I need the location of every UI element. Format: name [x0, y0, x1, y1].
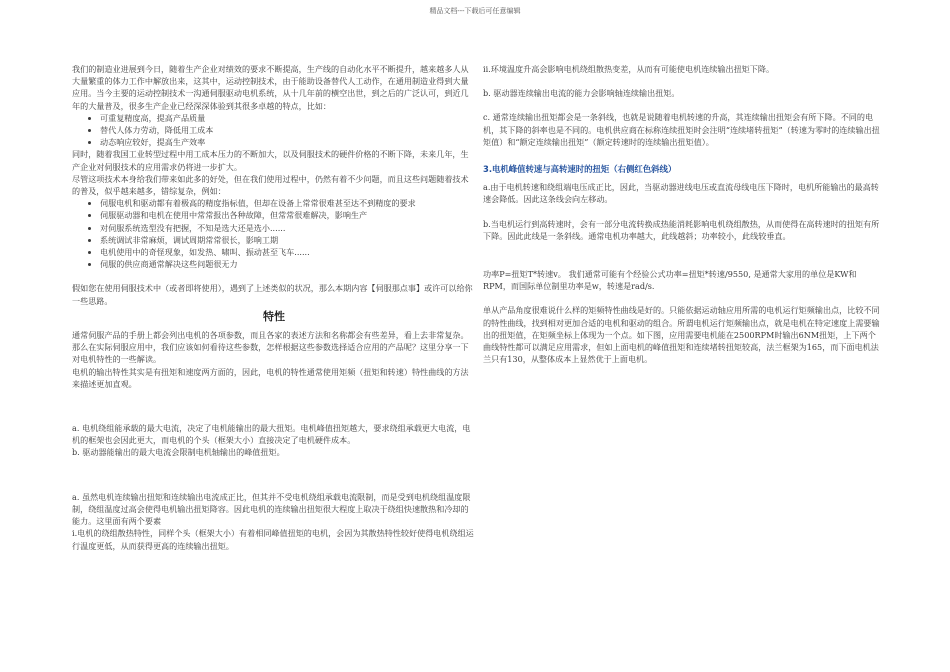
paragraph: 电机的输出特性其实是有扭矩和速度两方面的，因此，电机的特性通常使用矩频（扭矩和转速）特性曲线的方法来描述更加直观。 — [72, 366, 469, 389]
paragraph: c. 通常连续输出扭矩都会是一条斜线，也就是说随着电机转速的升高，其连续输出扭矩会有所下降。不同的电机，其下降的斜率也是不同的。电机供应商在标称连续扭矩时会注明“连续堵转扭矩”（转速为零时的连续输出扭矩值）和“额定连续输出扭矩”（额定转速时的连续输出扭矩值）。 — [483, 112, 880, 147]
formula-paragraph: 功率P=扭矩T*转速v。 我们通常可能有个经验公式功率=扭矩*转速/9550, 是通常大家用的单位是KW和RPM，而国际单位制里功率是w，转速是rad/s. — [483, 269, 857, 292]
section-heading: 3.电机峰值转速与高转速时的扭矩（右侧红色斜线） — [483, 164, 677, 175]
paragraph: b.当电机运行到高转速时，会有一部分电流转换成热能消耗影响电机绕组散热，从而使得在高转速时的扭矩有所下降。因此此线是一条斜线。通常电机功率越大，此线越斜；功率较小，此线较垂直。 — [483, 218, 880, 241]
paragraph: 通常伺服产品的手册上都会列出电机的各项参数，而且各家的表述方法和名称都会有些差异，看上去非常复杂。那么在实际伺服应用中，我们应该如何看待这些参数，怎样根据这些参数选择适合应用的产品呢？这里分享一下对电机特性的一些解读。 — [72, 330, 469, 365]
list-item: • 替代人体力劳动，降低用工成本 — [100, 124, 476, 136]
paragraph: 尽管这项技术本身给我们带来如此多的好处，但在我们使用过程中，仍然有着不少问题，而且这些问题随着技术的普及，似乎越来越多，错综复杂，例如： — [72, 173, 469, 197]
paragraph: 同时，随着我国工业转型过程中用工成本压力的不断加大，以及伺服技术的硬件价格的不断下降，未来几年，生产企业对伺服技术的应用需求仍将进一步扩大。 — [72, 149, 469, 172]
list-item: • 对伺服系统选型没有把握，不知是选大还是选小...... — [100, 222, 476, 234]
paragraph: i.电机的绕组散热特性，同样个头（框架大小）有着相同峰值扭矩的电机，会因为其散热特性较好使得电机绕组运行温度更低，从而获得更高的连续输出扭矩。 — [72, 528, 474, 551]
list-item: • 电机使用中的奇怪现象，如发热、啸叫、振动甚至飞车...... — [100, 246, 476, 258]
left-column — [72, 63, 476, 552]
intro-paragraph: 我们的制造业进展到今日，随着生产企业对绩效的要求不断提高，生产线的自动化水平不断提升，越来越多人从大量繁重的体力工作中解放出来，这其中，运动控制技术，由于能助设备替代人工动作，在通用制造业得到大量应用。当今主要的运动控制技术一沟通伺服驱动电机系统，从十几年前的横空出世，到之后的广泛认可，到近几年的大量普及，很多生产企业已经深深体验到其很多卓越的特点，比如： — [72, 64, 469, 111]
right-column — [483, 63, 883, 365]
paragraph: ii.环境温度升高会影响电机绕组散热变差，从而有可能使电机连续输出扭矩下降。 — [483, 64, 775, 74]
list-item: • 动态响应较好，提高生产效率 — [100, 136, 476, 148]
paragraph: b. 驱动器能输出的最大电流会限制电机轴输出的峰值扭矩。 — [72, 447, 285, 458]
paragraph: 假如您在使用伺服技术中（或者即将使用），遇到了上述类似的状况，那么本期内容【伺服那点事】或许可以给你一些思路。 — [72, 283, 473, 306]
paragraph: a.由于电机转速和绕组端电压成正比，因此，当驱动器进线电压或直流母线电压下降时，电机所能输出的最高转速会降低。因此这条线会向左移动。 — [483, 182, 879, 205]
list-item: • 系统调试非常麻烦，调试周期常常很长，影响工期 — [100, 234, 476, 246]
list-item: • 可重复精度高，提高产品质量 — [100, 112, 476, 124]
list-item: • 伺服的供应商通常解决这些问题很无力 — [100, 258, 476, 270]
paragraph: a. 虽然电机连续输出扭矩和连续输出电流成正比，但其并不受电机绕组承载电流限制，而是受到电机绕组温度限制，绕组温度过高会使得电机输出扭矩降容。因此电机的连续输出扭矩很大程度上取决于绕组快速散热和冷却的能力。这里面有两个要素 — [72, 491, 471, 527]
section-title: 特性 — [263, 309, 285, 323]
list-item: • 伺服驱动器和电机在使用中常常报出各种故障，但常常很难解决，影响生产 — [100, 209, 476, 221]
page-header: 精品文档---下载后可任意编辑 — [429, 7, 521, 15]
list-item: • 伺服电机和驱动都有着极高的精度指标值，但却在设备上常常很难甚至达不到精度的要求 — [100, 197, 476, 209]
benefits-list — [72, 112, 476, 149]
paragraph: a. 电机绕组能承载的最大电流，决定了电机能输出的最大扭矩。电机峰值扭矩越大，要求绕组承载更大电流，电机的框架也会因此更大，而电机的个头（框架大小）直接决定了电机硬件成本。 — [72, 423, 471, 446]
problems-list — [72, 197, 476, 270]
paragraph: b. 驱动器连续输出电流的能力会影响轴连续输出扭矩。 — [483, 88, 680, 99]
paragraph: 单从产品角度很难说什么样的矩频特性曲线是好的。只能依据运动轴应用所需的电机运行矩频输出点，比较不同的特性曲线，找到相对更加合适的电机和驱动的组合。所谓电机运行矩频输出点，就是电机在特定速度上需要输出的扭矩值，在矩频坐标上体现为一个点。如下图，应用需要电机能在2500RPM时输出6NM扭矩，上下两个曲线特性都可以满足应用需求，但如上面电机的峰值扭矩和连续堵转扭矩较高，法兰框架为165，而下面电机法兰只有130，从整体成本上显然优于上面电机。 — [483, 305, 880, 365]
